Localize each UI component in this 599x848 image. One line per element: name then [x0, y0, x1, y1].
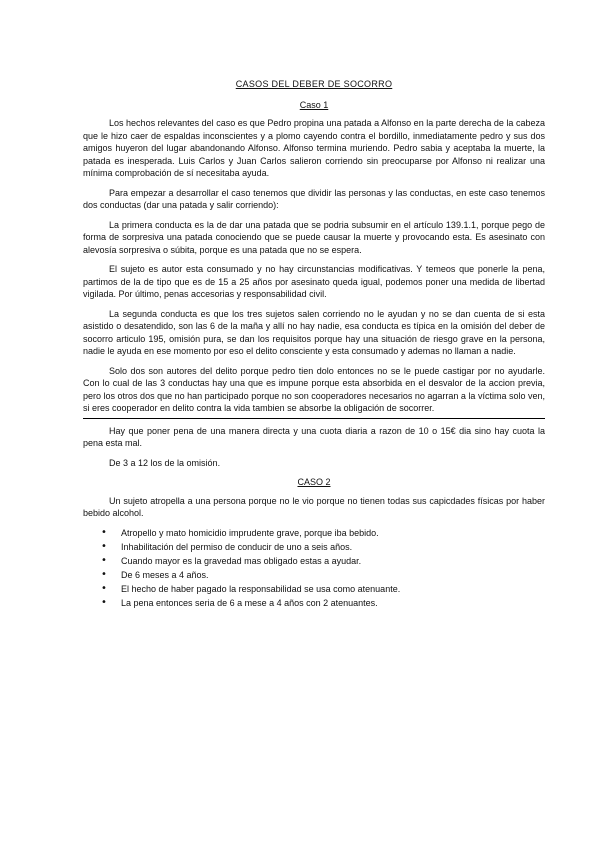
case2-intro: Un sujeto atropella a una persona porque no le vio porque no tienen todas sus capicdades físicas por haber bebido alcohol. — [83, 495, 545, 518]
case1-paragraph: La primera conducta es la de dar una patada que se podria subsumir en el artículo 139.1.1, porque pego de forma de sorpresiva una patada conociendo que se puede causar la muerte y provocando esta. Es asesinato con alevosía sorpresiva o súbita, porque es una patada que no se espera. — [83, 219, 545, 255]
list-item: • Atropello y mato homicidio imprudente grave, porque iba bebido. — [121, 527, 545, 540]
case1-heading: Caso 1 — [299, 99, 329, 110]
case1-paragraph: Solo dos son autores del delito porque pedro tien dolo entonces no se le puede castigar por no ayudarle. Con lo cual de las 3 conductas hay una que es impune porque esta absorbida en el desvalor de la accion previa, pero los otros dos que no han participado porque no son cooperadores necesarios no agarran a la víctima solo ven, si eres cooperador en delito contra la vida tambien se absorbe la obligación de socorrer. — [83, 365, 545, 413]
list-item: • De 6 meses a 4 años. — [121, 569, 545, 582]
case1-paragraph: El sujeto es autor esta consumado y no hay circunstancias modificativas. Y temeos que ponerle la pena, partimos de la de tipo que es de 15 a 25 años por asesinato queda igual, podemos poner una medida de libertad vigilada. Por último, penas accesorias y responsabilidad civil. — [83, 264, 545, 299]
list-item: • Cuando mayor es la gravedad mas obligado estas a ayudar. — [121, 555, 545, 568]
document-title: CASOS DEL DEBER DE SOCORRO — [235, 79, 393, 89]
case1-paragraph: Los hechos relevantes del caso es que Pedro propina una patada a Alfonso en la parte derecha de la cabeza que le hizo caer de espaldas inconscientes y a plomo cayendo contra el bordillo, inmediatamente pedro y sus dos amigos huyeron del lugar abandonando Alfonso. Alfonso termina muriendo. Pedro sabia y aceptaba la muerte, la patada es inesperada. Luis Carlos y Juan Carlos salieron corriendo sin preocuparse por Alfonso ni realizar una mínima comprobación de sí necesitaba ayuda. — [83, 118, 545, 178]
case2-heading: CASO 2 — [297, 477, 331, 487]
case2-bullet-list — [83, 527, 545, 610]
list-item: • La pena entonces seria de 6 a mese a 4 años con 2 atenuantes. — [121, 597, 545, 610]
case1-paragraph: Para empezar a desarrollar el caso tenemos que dividir las personas y las conductas, en este caso tenemos dos conductas (dar una patada y salir corriendo): — [83, 187, 545, 210]
case1-note: Hay que poner pena de una manera directa y una cuota diaria a razon de 10 o 15€ dia sino hay cuota la pena esta mal. — [83, 425, 545, 448]
case1-note: De 3 a 12 los de la omisión. — [109, 457, 221, 468]
list-item: • Inhabilitación del permiso de conducir de uno a seis años. — [121, 541, 545, 554]
document-body — [83, 78, 545, 611]
horizontal-rule — [83, 418, 545, 419]
case1-paragraph: La segunda conducta es que los tres sujetos salen corriendo no le ayudan y no se dan cuenta de si esta asistido o desatendido, son las 6 de la maña y allí no hay nadie, esa conducta es típica en la omisión del deber de socorro articulo 195, omisión pura, se dan los requisitos porque hay una situación de riesgo grave en la persona, nadie le ayuda en ese momento por eso el delito consciente y esta consumado y ademas no llaman a nadie. — [83, 308, 545, 356]
list-item: • El hecho de haber pagado la responsabilidad se usa como atenuante. — [121, 583, 545, 596]
